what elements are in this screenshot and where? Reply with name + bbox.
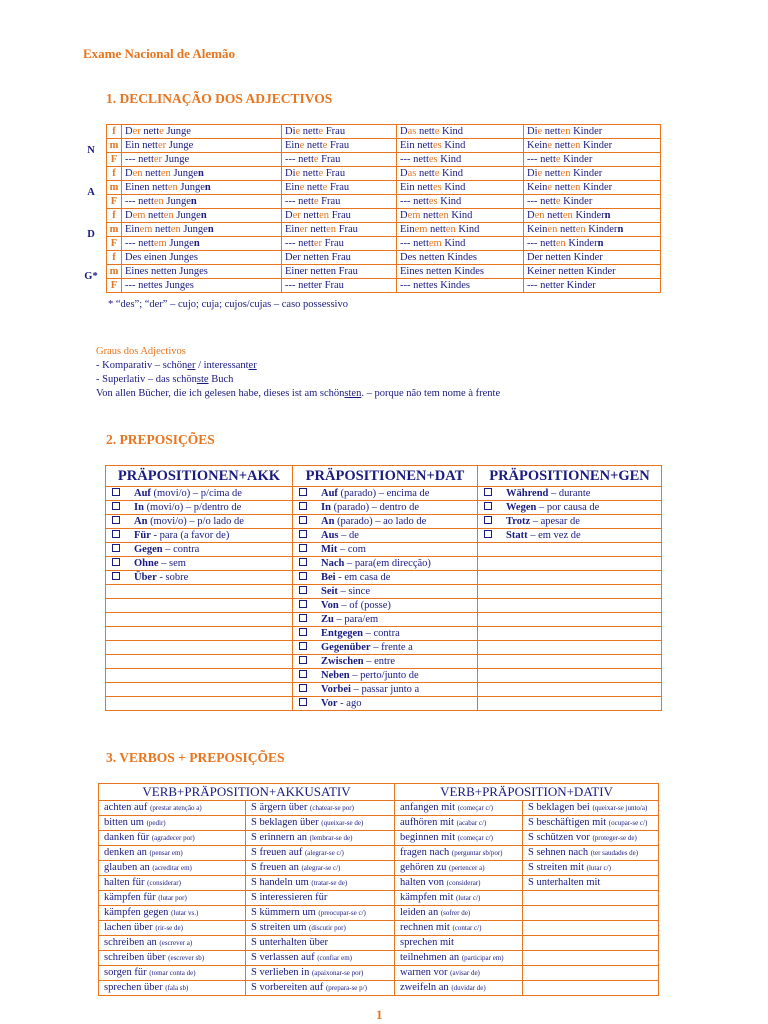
checkbox-bullet-icon — [299, 684, 307, 692]
verb-cell: S freuen auf (alegrar-se c/) — [246, 846, 395, 861]
verb-cell: warnen vor (avisar de) — [395, 966, 523, 981]
verb-cell: kämpfen gegen (lutar vs.) — [99, 906, 246, 921]
prep-cell-dat: Seit – since — [293, 585, 478, 599]
section-1-heading: 1. DECLINAÇÃO DOS ADJECTIVOS — [106, 91, 333, 106]
prep-header-dat: PRÄPOSITIONEN+DAT — [293, 466, 478, 487]
declension-cell: Einer netten Frau — [282, 223, 397, 237]
verb-cell: S freuen an (alegrar-se c/) — [246, 861, 395, 876]
verb-cell: teilnehmen an (participar em) — [395, 951, 523, 966]
declension-cell: --- nette Frau — [282, 195, 397, 209]
checkbox-bullet-icon — [299, 488, 307, 496]
declension-row — [107, 237, 661, 251]
declension-row — [107, 279, 661, 293]
verb-cell: S sehnen nach (ter saudades de) — [523, 846, 659, 861]
checkbox-bullet-icon — [112, 502, 120, 510]
verb-cell: S interessieren für — [246, 891, 395, 906]
verb-cell: sprechen mit — [395, 936, 523, 951]
declension-cell: Einem netten Kind — [397, 223, 524, 237]
declension-row — [107, 223, 661, 237]
prep-cell-gen — [478, 557, 662, 571]
prep-cell-gen: Trotz – apesar de — [478, 515, 662, 529]
declension-cell: --- netter Kinder — [524, 279, 661, 293]
prep-row — [106, 599, 662, 613]
verb-cell: aufhören mit (acabar c/) — [395, 816, 523, 831]
prep-cell-gen — [478, 655, 662, 669]
verb-row — [99, 861, 659, 876]
prepositions-table — [105, 465, 662, 711]
prep-cell-gen — [478, 683, 662, 697]
prep-cell-dat: Aus – de — [293, 529, 478, 543]
prep-cell-gen: Wegen – por causa de — [478, 501, 662, 515]
verb-row — [99, 831, 659, 846]
prep-cell-dat: Zwischen – entre — [293, 655, 478, 669]
prep-row — [106, 613, 662, 627]
prep-cell-akk — [106, 599, 293, 613]
prep-row — [106, 487, 662, 501]
verb-header-akk: VERB+PRÄPOSITION+AKKUSATIV — [99, 784, 395, 801]
prep-cell-dat: An (parado) – ao lado de — [293, 515, 478, 529]
declension-cell: --- netter Junge — [122, 153, 282, 167]
verb-cell: S unterhalten mit — [523, 876, 659, 891]
verb-cell: S erinnern an (lembrar-se de) — [246, 831, 395, 846]
declension-cell: --- netter Frau — [282, 237, 397, 251]
declension-cell: Der netten Frau — [282, 251, 397, 265]
verb-cell: leiden an (sofrer de) — [395, 906, 523, 921]
checkbox-bullet-icon — [299, 642, 307, 650]
checkbox-bullet-icon — [112, 572, 120, 580]
declension-cell: Eines netten Kindes — [397, 265, 524, 279]
declension-cell: --- nette Kinder — [524, 153, 661, 167]
checkbox-bullet-icon — [299, 558, 307, 566]
checkbox-bullet-icon — [299, 502, 307, 510]
verb-cell: schreiben über (escrever sb) — [99, 951, 246, 966]
declension-cell: --- nette Frau — [282, 153, 397, 167]
gender-cell: m — [107, 139, 122, 153]
verb-cell: kämpfen mit (lutar c/) — [395, 891, 523, 906]
declension-cell: --- nettem Kind — [397, 237, 524, 251]
prep-row — [106, 641, 662, 655]
prep-cell-akk — [106, 585, 293, 599]
case-label-genitiv: G* — [84, 271, 98, 282]
verb-cell: sprechen über (fala sb) — [99, 981, 246, 996]
verb-cell: bitten um (pedir) — [99, 816, 246, 831]
verb-row — [99, 981, 659, 996]
declension-row — [107, 167, 661, 181]
verb-row — [99, 816, 659, 831]
declension-cell: Die nette Frau — [282, 125, 397, 139]
prep-cell-gen: Während – durante — [478, 487, 662, 501]
verb-cell — [523, 921, 659, 936]
declension-cell: Ein nettes Kind — [397, 181, 524, 195]
page-title: Exame Nacional de Alemão — [83, 46, 236, 61]
verb-cell — [523, 936, 659, 951]
declension-cell: --- netten Jungen — [122, 195, 282, 209]
prep-cell-dat: Zu – para/em — [293, 613, 478, 627]
verb-row — [99, 936, 659, 951]
checkbox-bullet-icon — [484, 502, 492, 510]
verb-cell: rechnen mit (contar c/) — [395, 921, 523, 936]
declension-cell: Des netten Kindes — [397, 251, 524, 265]
prep-cell-akk — [106, 697, 293, 711]
prep-row — [106, 669, 662, 683]
verb-row — [99, 951, 659, 966]
checkbox-bullet-icon — [112, 488, 120, 496]
verb-cell: halten für (considerar) — [99, 876, 246, 891]
declension-cell: Keine netten Kinder — [524, 139, 661, 153]
declension-row — [107, 251, 661, 265]
gender-cell: F — [107, 279, 122, 293]
verb-cell: S beklagen über (queixar-se de) — [246, 816, 395, 831]
verb-cell: S beschäftigen mit (ocupar-se c/) — [523, 816, 659, 831]
graus-heading: Graus dos Adjectivos — [96, 346, 186, 357]
declension-cell: Die netten Kinder — [524, 167, 661, 181]
graus-superlativ: - Superlativ – das schönste Buch — [96, 374, 234, 385]
verb-cell: schreiben an (escrever a) — [99, 936, 246, 951]
declension-cell: --- nettes Junges — [122, 279, 282, 293]
verb-cell — [523, 966, 659, 981]
prep-cell-akk — [106, 627, 293, 641]
verbs-prepositions-table — [98, 783, 659, 996]
declension-row — [107, 265, 661, 279]
checkbox-bullet-icon — [484, 530, 492, 538]
declension-cell: Der nette Junge — [122, 125, 282, 139]
gender-cell: f — [107, 251, 122, 265]
prep-cell-gen — [478, 627, 662, 641]
graus-block — [96, 345, 500, 401]
gender-cell: f — [107, 125, 122, 139]
prep-cell-dat: Entgegen – contra — [293, 627, 478, 641]
verb-cell: S handeln um (tratar-se de) — [246, 876, 395, 891]
prep-row — [106, 627, 662, 641]
checkbox-bullet-icon — [112, 544, 120, 552]
verb-row — [99, 876, 659, 891]
prep-cell-akk — [106, 683, 293, 697]
checkbox-bullet-icon — [299, 516, 307, 524]
prep-cell-dat: Nach – para(em direcção) — [293, 557, 478, 571]
declension-cell: Das nette Kind — [397, 125, 524, 139]
verb-cell: zweifeln an (duvidar de) — [395, 981, 523, 996]
declension-cell: Ein nettes Kind — [397, 139, 524, 153]
checkbox-bullet-icon — [299, 572, 307, 580]
verb-cell: S ärgern über (chatear-se por) — [246, 801, 395, 816]
checkbox-bullet-icon — [484, 488, 492, 496]
checkbox-bullet-icon — [299, 698, 307, 706]
prep-cell-dat: Bei - em casa de — [293, 571, 478, 585]
prep-row — [106, 501, 662, 515]
declension-table — [106, 124, 661, 293]
section-3-heading: 3. VERBOS + PREPOSIÇÕES — [106, 750, 285, 765]
verb-cell: achten auf (prestar atenção a) — [99, 801, 246, 816]
prep-cell-dat: Mit – com — [293, 543, 478, 557]
verb-cell: fragen nach (perguntar sb/por) — [395, 846, 523, 861]
prep-cell-dat: Neben – perto/junto de — [293, 669, 478, 683]
verb-cell: S unterhalten über — [246, 936, 395, 951]
declension-cell: Des einen Junges — [122, 251, 282, 265]
checkbox-bullet-icon — [299, 628, 307, 636]
declension-row — [107, 195, 661, 209]
prep-row — [106, 697, 662, 711]
prep-cell-akk: An (movi/o) – p/o lado de — [106, 515, 293, 529]
prep-row — [106, 557, 662, 571]
verb-cell: glauben an (acreditar em) — [99, 861, 246, 876]
page-number: 1 — [376, 1007, 383, 1022]
checkbox-bullet-icon — [299, 586, 307, 594]
possessive-note: * “des”; “der” – cujo; cuja; cujos/cujas – caso possessivo — [108, 299, 348, 310]
declension-cell: Eine nette Frau — [282, 139, 397, 153]
prep-cell-dat: Gegenüber – frente a — [293, 641, 478, 655]
verb-cell: lachen über (rir-se de) — [99, 921, 246, 936]
declension-row — [107, 181, 661, 195]
gender-cell: m — [107, 265, 122, 279]
gender-cell: f — [107, 167, 122, 181]
declension-cell: Einer netten Frau — [282, 265, 397, 279]
gender-cell: m — [107, 181, 122, 195]
verb-cell: S kümmern um (preocupar-se c/) — [246, 906, 395, 921]
declension-cell: Keine netten Kinder — [524, 181, 661, 195]
prep-cell-gen — [478, 641, 662, 655]
declension-cell: Den netten Jungen — [122, 167, 282, 181]
verb-cell: S verlassen auf (confiar em) — [246, 951, 395, 966]
prep-cell-akk: Auf (movi/o) – p/cima de — [106, 487, 293, 501]
case-label-dativ: D — [87, 229, 95, 240]
declension-cell: Keiner netten Kinder — [524, 265, 661, 279]
prep-row — [106, 655, 662, 669]
gender-cell: F — [107, 153, 122, 167]
verb-row — [99, 846, 659, 861]
declension-cell: --- nettem Jungen — [122, 237, 282, 251]
checkbox-bullet-icon — [299, 544, 307, 552]
declension-cell: Dem netten Kind — [397, 209, 524, 223]
prep-cell-gen: Statt – em vez de — [478, 529, 662, 543]
verb-cell: S beklagen bei (queixar-se junto/a) — [523, 801, 659, 816]
prep-cell-akk — [106, 641, 293, 655]
prep-row — [106, 571, 662, 585]
verb-cell: anfangen mit (começar c/) — [395, 801, 523, 816]
prep-cell-gen — [478, 585, 662, 599]
checkbox-bullet-icon — [112, 516, 120, 524]
prep-header-gen: PRÄPOSITIONEN+GEN — [478, 466, 662, 487]
declension-cell: Eine nette Frau — [282, 181, 397, 195]
declension-cell: --- nette Kinder — [524, 195, 661, 209]
verb-row — [99, 966, 659, 981]
prep-cell-akk: Über - sobre — [106, 571, 293, 585]
prep-cell-dat: In (parado) – dentro de — [293, 501, 478, 515]
gender-cell: m — [107, 223, 122, 237]
verb-row — [99, 891, 659, 906]
verb-cell: denken an (pensar em) — [99, 846, 246, 861]
prep-cell-akk: Für - para (a favor de) — [106, 529, 293, 543]
prep-cell-akk: In (movi/o) – p/dentro de — [106, 501, 293, 515]
prep-cell-dat: Vorbei – passar junto a — [293, 683, 478, 697]
verb-cell: danken für (agradecer por) — [99, 831, 246, 846]
gender-cell: F — [107, 195, 122, 209]
prep-cell-gen — [478, 571, 662, 585]
gender-cell: F — [107, 237, 122, 251]
declension-cell: Dem netten Jungen — [122, 209, 282, 223]
prep-cell-akk: Gegen – contra — [106, 543, 293, 557]
declension-cell: --- nettes Kind — [397, 195, 524, 209]
prep-cell-akk: Ohne – sem — [106, 557, 293, 571]
prep-cell-akk — [106, 669, 293, 683]
declension-cell: Keinen netten Kindern — [524, 223, 661, 237]
verb-cell: S vorbereiten auf (prepara-se p/) — [246, 981, 395, 996]
checkbox-bullet-icon — [112, 558, 120, 566]
verb-cell: S verlieben in (apaixonar-se por) — [246, 966, 395, 981]
verb-cell: kämpfen für (lutar por) — [99, 891, 246, 906]
prep-cell-akk — [106, 655, 293, 669]
verb-cell: gehören zu (pertencer a) — [395, 861, 523, 876]
verb-cell: halten von (considerar) — [395, 876, 523, 891]
declension-row — [107, 139, 661, 153]
declension-cell: --- nettes Kind — [397, 153, 524, 167]
prep-row — [106, 529, 662, 543]
verb-cell: S streiten mit (lutar c/) — [523, 861, 659, 876]
declension-cell: Den netten Kindern — [524, 209, 661, 223]
declension-row — [107, 153, 661, 167]
verb-cell — [523, 891, 659, 906]
declension-cell: Einen netten Jungen — [122, 181, 282, 195]
declension-cell: Eines netten Junges — [122, 265, 282, 279]
checkbox-bullet-icon — [299, 530, 307, 538]
verb-cell — [523, 981, 659, 996]
declension-row — [107, 125, 661, 139]
declension-cell: Ein netter Junge — [122, 139, 282, 153]
prep-cell-dat: Auf (parado) – encima de — [293, 487, 478, 501]
gender-cell: f — [107, 209, 122, 223]
declension-cell: Die netten Kinder — [524, 125, 661, 139]
prep-row — [106, 683, 662, 697]
declension-cell: Der netten Kinder — [524, 251, 661, 265]
declension-cell: Das nette Kind — [397, 167, 524, 181]
verb-cell: sorgen für (tomar conta de) — [99, 966, 246, 981]
prep-cell-gen — [478, 543, 662, 557]
verb-cell — [523, 906, 659, 921]
prep-cell-akk — [106, 613, 293, 627]
declension-cell: --- netter Frau — [282, 279, 397, 293]
verb-row — [99, 921, 659, 936]
graus-komparativ: - Komparativ – schöner / interessanter — [96, 360, 257, 371]
verb-row — [99, 906, 659, 921]
declension-cell: Die nette Frau — [282, 167, 397, 181]
verb-row — [99, 801, 659, 816]
checkbox-bullet-icon — [299, 670, 307, 678]
declension-row — [107, 209, 661, 223]
checkbox-bullet-icon — [299, 600, 307, 608]
verb-cell: S schützen vor (proteger-se de) — [523, 831, 659, 846]
checkbox-bullet-icon — [299, 614, 307, 622]
graus-example: Von allen Bücher, die ich gelesen habe, dieses ist am schönsten. – porque não tem nome à frente — [96, 388, 501, 399]
verb-cell: S streiten um (discutir por) — [246, 921, 395, 936]
verb-cell: beginnen mit (começar c/) — [395, 831, 523, 846]
checkbox-bullet-icon — [484, 516, 492, 524]
checkbox-bullet-icon — [299, 656, 307, 664]
declension-cell: Einem netten Jungen — [122, 223, 282, 237]
prep-cell-gen — [478, 697, 662, 711]
prep-cell-gen — [478, 669, 662, 683]
section-2-heading: 2. PREPOSIÇÕES — [106, 432, 215, 447]
verb-header-dat: VERB+PRÄPOSITION+DATIV — [395, 784, 659, 801]
declension-cell: --- nettes Kindes — [397, 279, 524, 293]
case-label-akkusativ: A — [87, 187, 95, 198]
declension-cell: Der netten Frau — [282, 209, 397, 223]
prep-cell-dat: Vor - ago — [293, 697, 478, 711]
prep-cell-dat: Von – of (posse) — [293, 599, 478, 613]
prep-row — [106, 543, 662, 557]
declension-cell: --- netten Kindern — [524, 237, 661, 251]
prep-cell-gen — [478, 599, 662, 613]
prep-row — [106, 585, 662, 599]
prep-header-akk: PRÄPOSITIONEN+AKK — [106, 466, 293, 487]
prep-row — [106, 515, 662, 529]
verb-cell — [523, 951, 659, 966]
checkbox-bullet-icon — [112, 530, 120, 538]
case-label-nominativ: N — [87, 145, 95, 156]
prep-cell-gen — [478, 613, 662, 627]
